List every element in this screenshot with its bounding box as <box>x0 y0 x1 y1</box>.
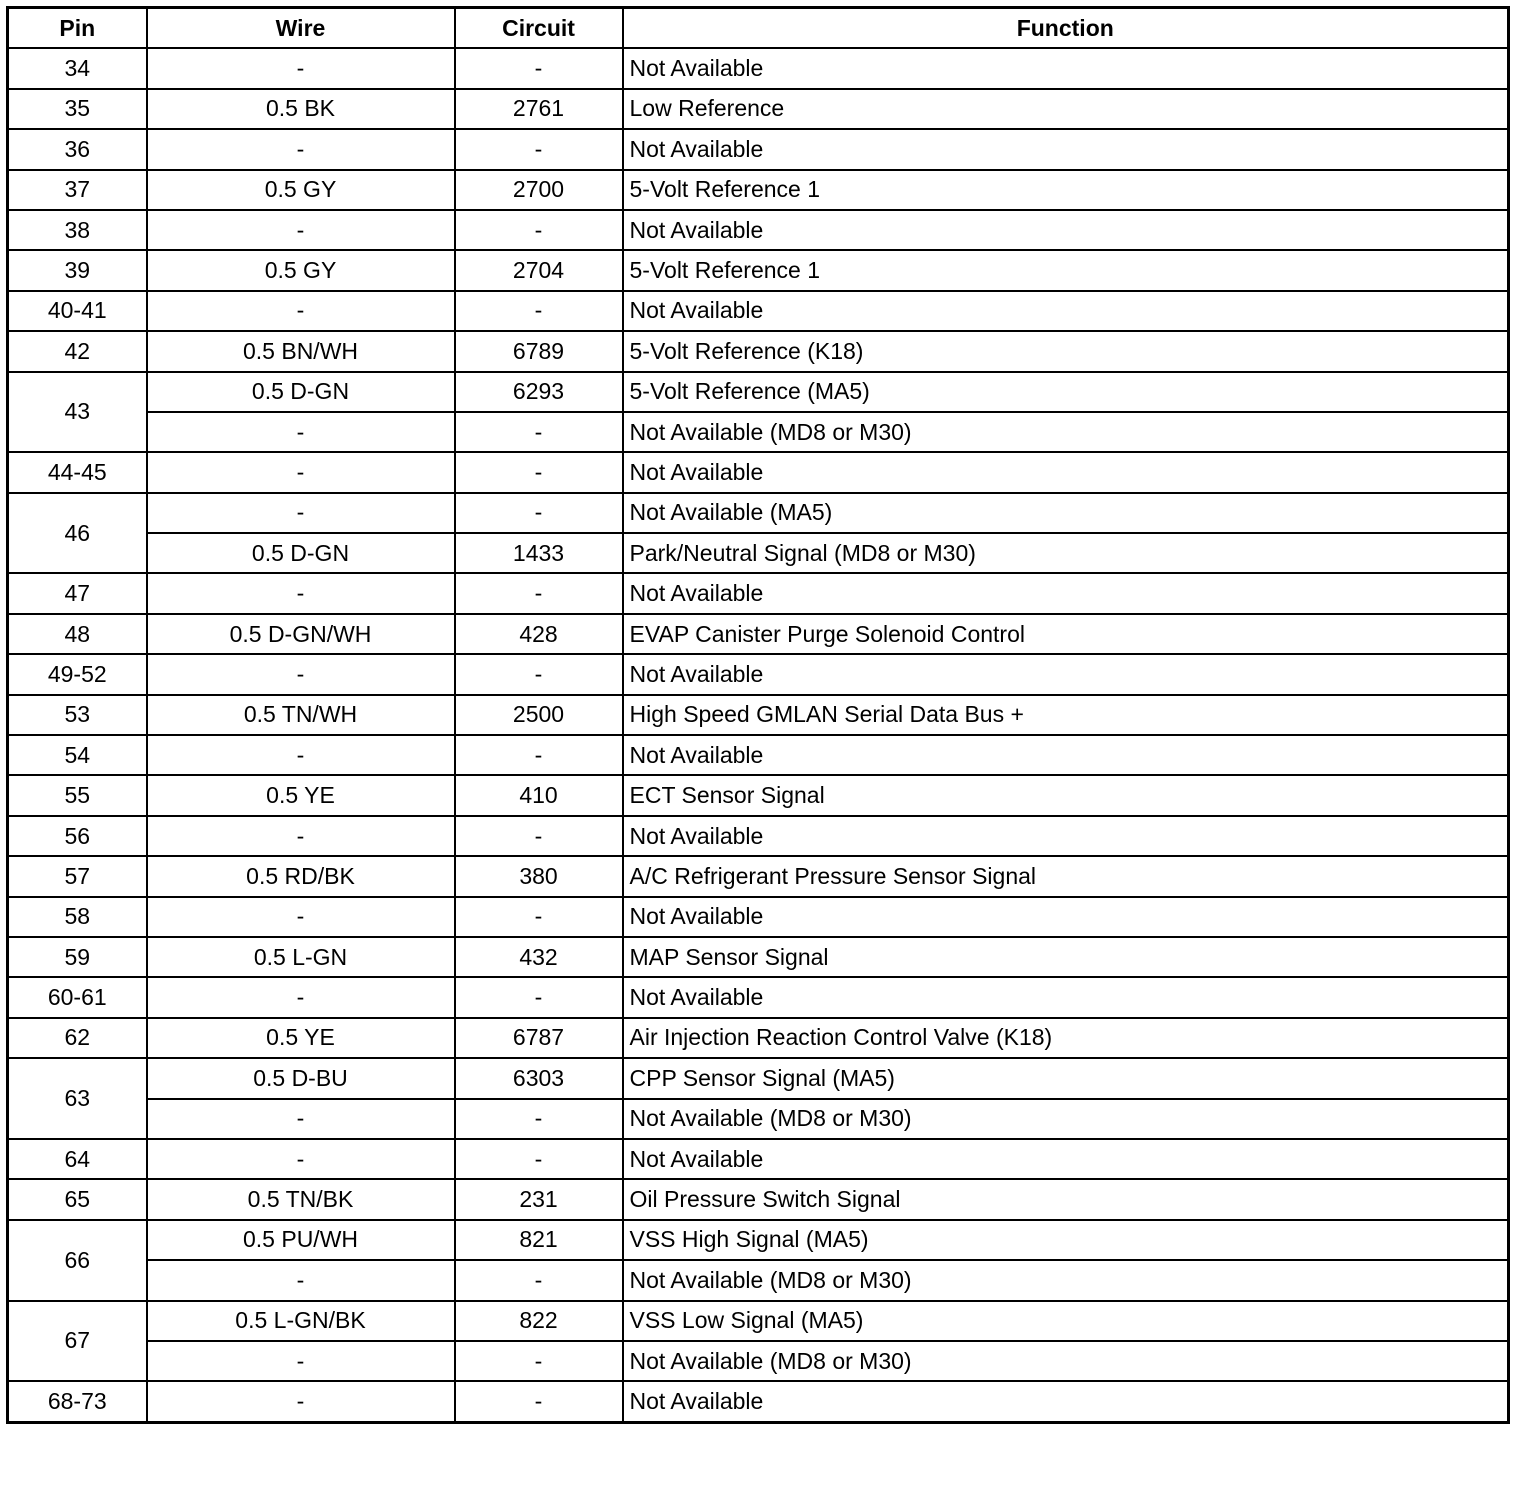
table-row <box>8 170 1509 210</box>
wire-cell: 0.5 D-BU <box>147 1058 455 1098</box>
function-cell: Not Available <box>623 977 1509 1017</box>
table-row <box>8 977 1509 1017</box>
wire-cell: - <box>147 977 455 1017</box>
circuit-cell: 1433 <box>455 533 623 573</box>
wire-cell: - <box>147 48 455 88</box>
wire-cell: 0.5 RD/BK <box>147 856 455 896</box>
circuit-cell: - <box>455 977 623 1017</box>
function-cell: Not Available <box>623 48 1509 88</box>
pin-cell: 53 <box>8 695 147 735</box>
circuit-cell: 822 <box>455 1301 623 1341</box>
function-cell: Not Available <box>623 452 1509 492</box>
table-row <box>8 1179 1509 1219</box>
function-cell: Not Available <box>623 654 1509 694</box>
function-cell: Not Available (MD8 or M30) <box>623 1260 1509 1300</box>
function-cell: Not Available <box>623 129 1509 169</box>
function-cell: Not Available <box>623 816 1509 856</box>
wire-cell: 0.5 YE <box>147 775 455 815</box>
circuit-cell: - <box>455 654 623 694</box>
table-row <box>8 695 1509 735</box>
pin-cell: 44-45 <box>8 452 147 492</box>
wire-cell: - <box>147 1260 455 1300</box>
circuit-cell: 410 <box>455 775 623 815</box>
table-row <box>8 614 1509 654</box>
pin-cell: 56 <box>8 816 147 856</box>
function-cell: VSS Low Signal (MA5) <box>623 1301 1509 1341</box>
pin-cell: 60-61 <box>8 977 147 1017</box>
pin-cell: 48 <box>8 614 147 654</box>
wire-cell: 0.5 GY <box>147 170 455 210</box>
function-cell: Air Injection Reaction Control Valve (K18) <box>623 1018 1509 1058</box>
pin-cell: 59 <box>8 937 147 977</box>
table-row <box>8 1139 1509 1179</box>
pin-cell: 68-73 <box>8 1381 147 1422</box>
header-pin: Pin <box>8 8 147 49</box>
pin-cell: 42 <box>8 331 147 371</box>
function-cell: A/C Refrigerant Pressure Sensor Signal <box>623 856 1509 896</box>
circuit-cell: - <box>455 493 623 533</box>
table-body <box>8 48 1509 1422</box>
function-cell: EVAP Canister Purge Solenoid Control <box>623 614 1509 654</box>
table-row <box>8 48 1509 88</box>
pin-cell: 58 <box>8 897 147 937</box>
header-function: Function <box>623 8 1509 49</box>
wire-cell: - <box>147 1099 455 1139</box>
wire-cell: 0.5 BN/WH <box>147 331 455 371</box>
table-row <box>8 735 1509 775</box>
table-row <box>8 493 1509 533</box>
wire-cell: - <box>147 291 455 331</box>
circuit-cell: 380 <box>455 856 623 896</box>
circuit-cell: 6789 <box>455 331 623 371</box>
pin-cell: 39 <box>8 250 147 290</box>
wire-cell: 0.5 TN/BK <box>147 1179 455 1219</box>
wire-cell: - <box>147 129 455 169</box>
table-row <box>8 1058 1509 1098</box>
circuit-cell: - <box>455 412 623 452</box>
wire-cell: 0.5 YE <box>147 1018 455 1058</box>
circuit-cell: 821 <box>455 1220 623 1260</box>
circuit-cell: 2700 <box>455 170 623 210</box>
function-cell: Not Available <box>623 1381 1509 1422</box>
circuit-cell: - <box>455 1139 623 1179</box>
pin-cell: 37 <box>8 170 147 210</box>
wire-cell: - <box>147 1381 455 1422</box>
wire-cell: 0.5 D-GN <box>147 372 455 412</box>
table-row <box>8 897 1509 937</box>
circuit-cell: - <box>455 210 623 250</box>
pin-cell: 38 <box>8 210 147 250</box>
function-cell: Not Available (MD8 or M30) <box>623 412 1509 452</box>
function-cell: Not Available <box>623 735 1509 775</box>
wire-cell: 0.5 D-GN <box>147 533 455 573</box>
table-row <box>8 816 1509 856</box>
wire-cell: - <box>147 210 455 250</box>
table-row <box>8 937 1509 977</box>
pin-cell: 35 <box>8 89 147 129</box>
circuit-cell: - <box>455 1341 623 1381</box>
table-row <box>8 775 1509 815</box>
wire-cell: 0.5 D-GN/WH <box>147 614 455 654</box>
table-row <box>8 331 1509 371</box>
circuit-cell: 428 <box>455 614 623 654</box>
pin-cell: 67 <box>8 1301 147 1382</box>
function-cell: MAP Sensor Signal <box>623 937 1509 977</box>
circuit-cell: - <box>455 897 623 937</box>
pin-cell: 46 <box>8 493 147 574</box>
table-row <box>8 1341 1509 1381</box>
function-cell: Not Available (MD8 or M30) <box>623 1341 1509 1381</box>
circuit-cell: - <box>455 129 623 169</box>
function-cell: Not Available <box>623 1139 1509 1179</box>
function-cell: CPP Sensor Signal (MA5) <box>623 1058 1509 1098</box>
wire-cell: - <box>147 573 455 613</box>
pin-cell: 66 <box>8 1220 147 1301</box>
circuit-cell: 2500 <box>455 695 623 735</box>
wire-cell: 0.5 TN/WH <box>147 695 455 735</box>
table-row <box>8 856 1509 896</box>
function-cell: High Speed GMLAN Serial Data Bus + <box>623 695 1509 735</box>
function-cell: 5-Volt Reference (K18) <box>623 331 1509 371</box>
function-cell: Not Available <box>623 210 1509 250</box>
table-row <box>8 412 1509 452</box>
function-cell: 5-Volt Reference (MA5) <box>623 372 1509 412</box>
pin-cell: 55 <box>8 775 147 815</box>
wire-cell: - <box>147 816 455 856</box>
table-row <box>8 250 1509 290</box>
pin-cell: 49-52 <box>8 654 147 694</box>
wire-cell: - <box>147 452 455 492</box>
table-row <box>8 1381 1509 1422</box>
function-cell: 5-Volt Reference 1 <box>623 250 1509 290</box>
wire-cell: - <box>147 412 455 452</box>
header-wire: Wire <box>147 8 455 49</box>
pin-cell: 34 <box>8 48 147 88</box>
wire-cell: 0.5 GY <box>147 250 455 290</box>
function-cell: 5-Volt Reference 1 <box>623 170 1509 210</box>
function-cell: Not Available <box>623 897 1509 937</box>
circuit-cell: 231 <box>455 1179 623 1219</box>
function-cell: Park/Neutral Signal (MD8 or M30) <box>623 533 1509 573</box>
table-row <box>8 89 1509 129</box>
pin-cell: 57 <box>8 856 147 896</box>
circuit-cell: 432 <box>455 937 623 977</box>
wire-cell: - <box>147 735 455 775</box>
wire-cell: - <box>147 654 455 694</box>
wire-cell: 0.5 L-GN/BK <box>147 1301 455 1341</box>
function-cell: Not Available (MD8 or M30) <box>623 1099 1509 1139</box>
connector-pinout-table <box>6 6 1510 1424</box>
table-row <box>8 372 1509 412</box>
function-cell: Not Available (MA5) <box>623 493 1509 533</box>
function-cell: Low Reference <box>623 89 1509 129</box>
table-row <box>8 210 1509 250</box>
pin-cell: 40-41 <box>8 291 147 331</box>
table-row <box>8 452 1509 492</box>
table-row <box>8 1099 1509 1139</box>
function-cell: Not Available <box>623 573 1509 613</box>
pin-cell: 54 <box>8 735 147 775</box>
wire-cell: - <box>147 897 455 937</box>
header-circuit: Circuit <box>455 8 623 49</box>
circuit-cell: - <box>455 452 623 492</box>
table-row <box>8 533 1509 573</box>
circuit-cell: - <box>455 816 623 856</box>
table-row <box>8 1220 1509 1260</box>
circuit-cell: 2761 <box>455 89 623 129</box>
table-row <box>8 1260 1509 1300</box>
pin-cell: 36 <box>8 129 147 169</box>
table-row <box>8 129 1509 169</box>
table-row <box>8 1018 1509 1058</box>
pin-cell: 64 <box>8 1139 147 1179</box>
circuit-cell: - <box>455 291 623 331</box>
function-cell: ECT Sensor Signal <box>623 775 1509 815</box>
circuit-cell: 2704 <box>455 250 623 290</box>
circuit-cell: - <box>455 1381 623 1422</box>
wire-cell: - <box>147 1139 455 1179</box>
function-cell: Oil Pressure Switch Signal <box>623 1179 1509 1219</box>
circuit-cell: - <box>455 573 623 613</box>
circuit-cell: - <box>455 1099 623 1139</box>
circuit-cell: - <box>455 48 623 88</box>
pin-cell: 65 <box>8 1179 147 1219</box>
table-header-row <box>8 8 1509 49</box>
table-row <box>8 291 1509 331</box>
wire-cell: 0.5 BK <box>147 89 455 129</box>
circuit-cell: 6293 <box>455 372 623 412</box>
pin-cell: 62 <box>8 1018 147 1058</box>
function-cell: VSS High Signal (MA5) <box>623 1220 1509 1260</box>
pin-cell: 43 <box>8 372 147 453</box>
pin-cell: 47 <box>8 573 147 613</box>
wire-cell: 0.5 PU/WH <box>147 1220 455 1260</box>
table-row <box>8 654 1509 694</box>
wire-cell: - <box>147 1341 455 1381</box>
wire-cell: 0.5 L-GN <box>147 937 455 977</box>
circuit-cell: - <box>455 1260 623 1300</box>
table-row <box>8 573 1509 613</box>
function-cell: Not Available <box>623 291 1509 331</box>
circuit-cell: 6787 <box>455 1018 623 1058</box>
circuit-cell: 6303 <box>455 1058 623 1098</box>
table-row <box>8 1301 1509 1341</box>
wire-cell: - <box>147 493 455 533</box>
circuit-cell: - <box>455 735 623 775</box>
pin-cell: 63 <box>8 1058 147 1139</box>
